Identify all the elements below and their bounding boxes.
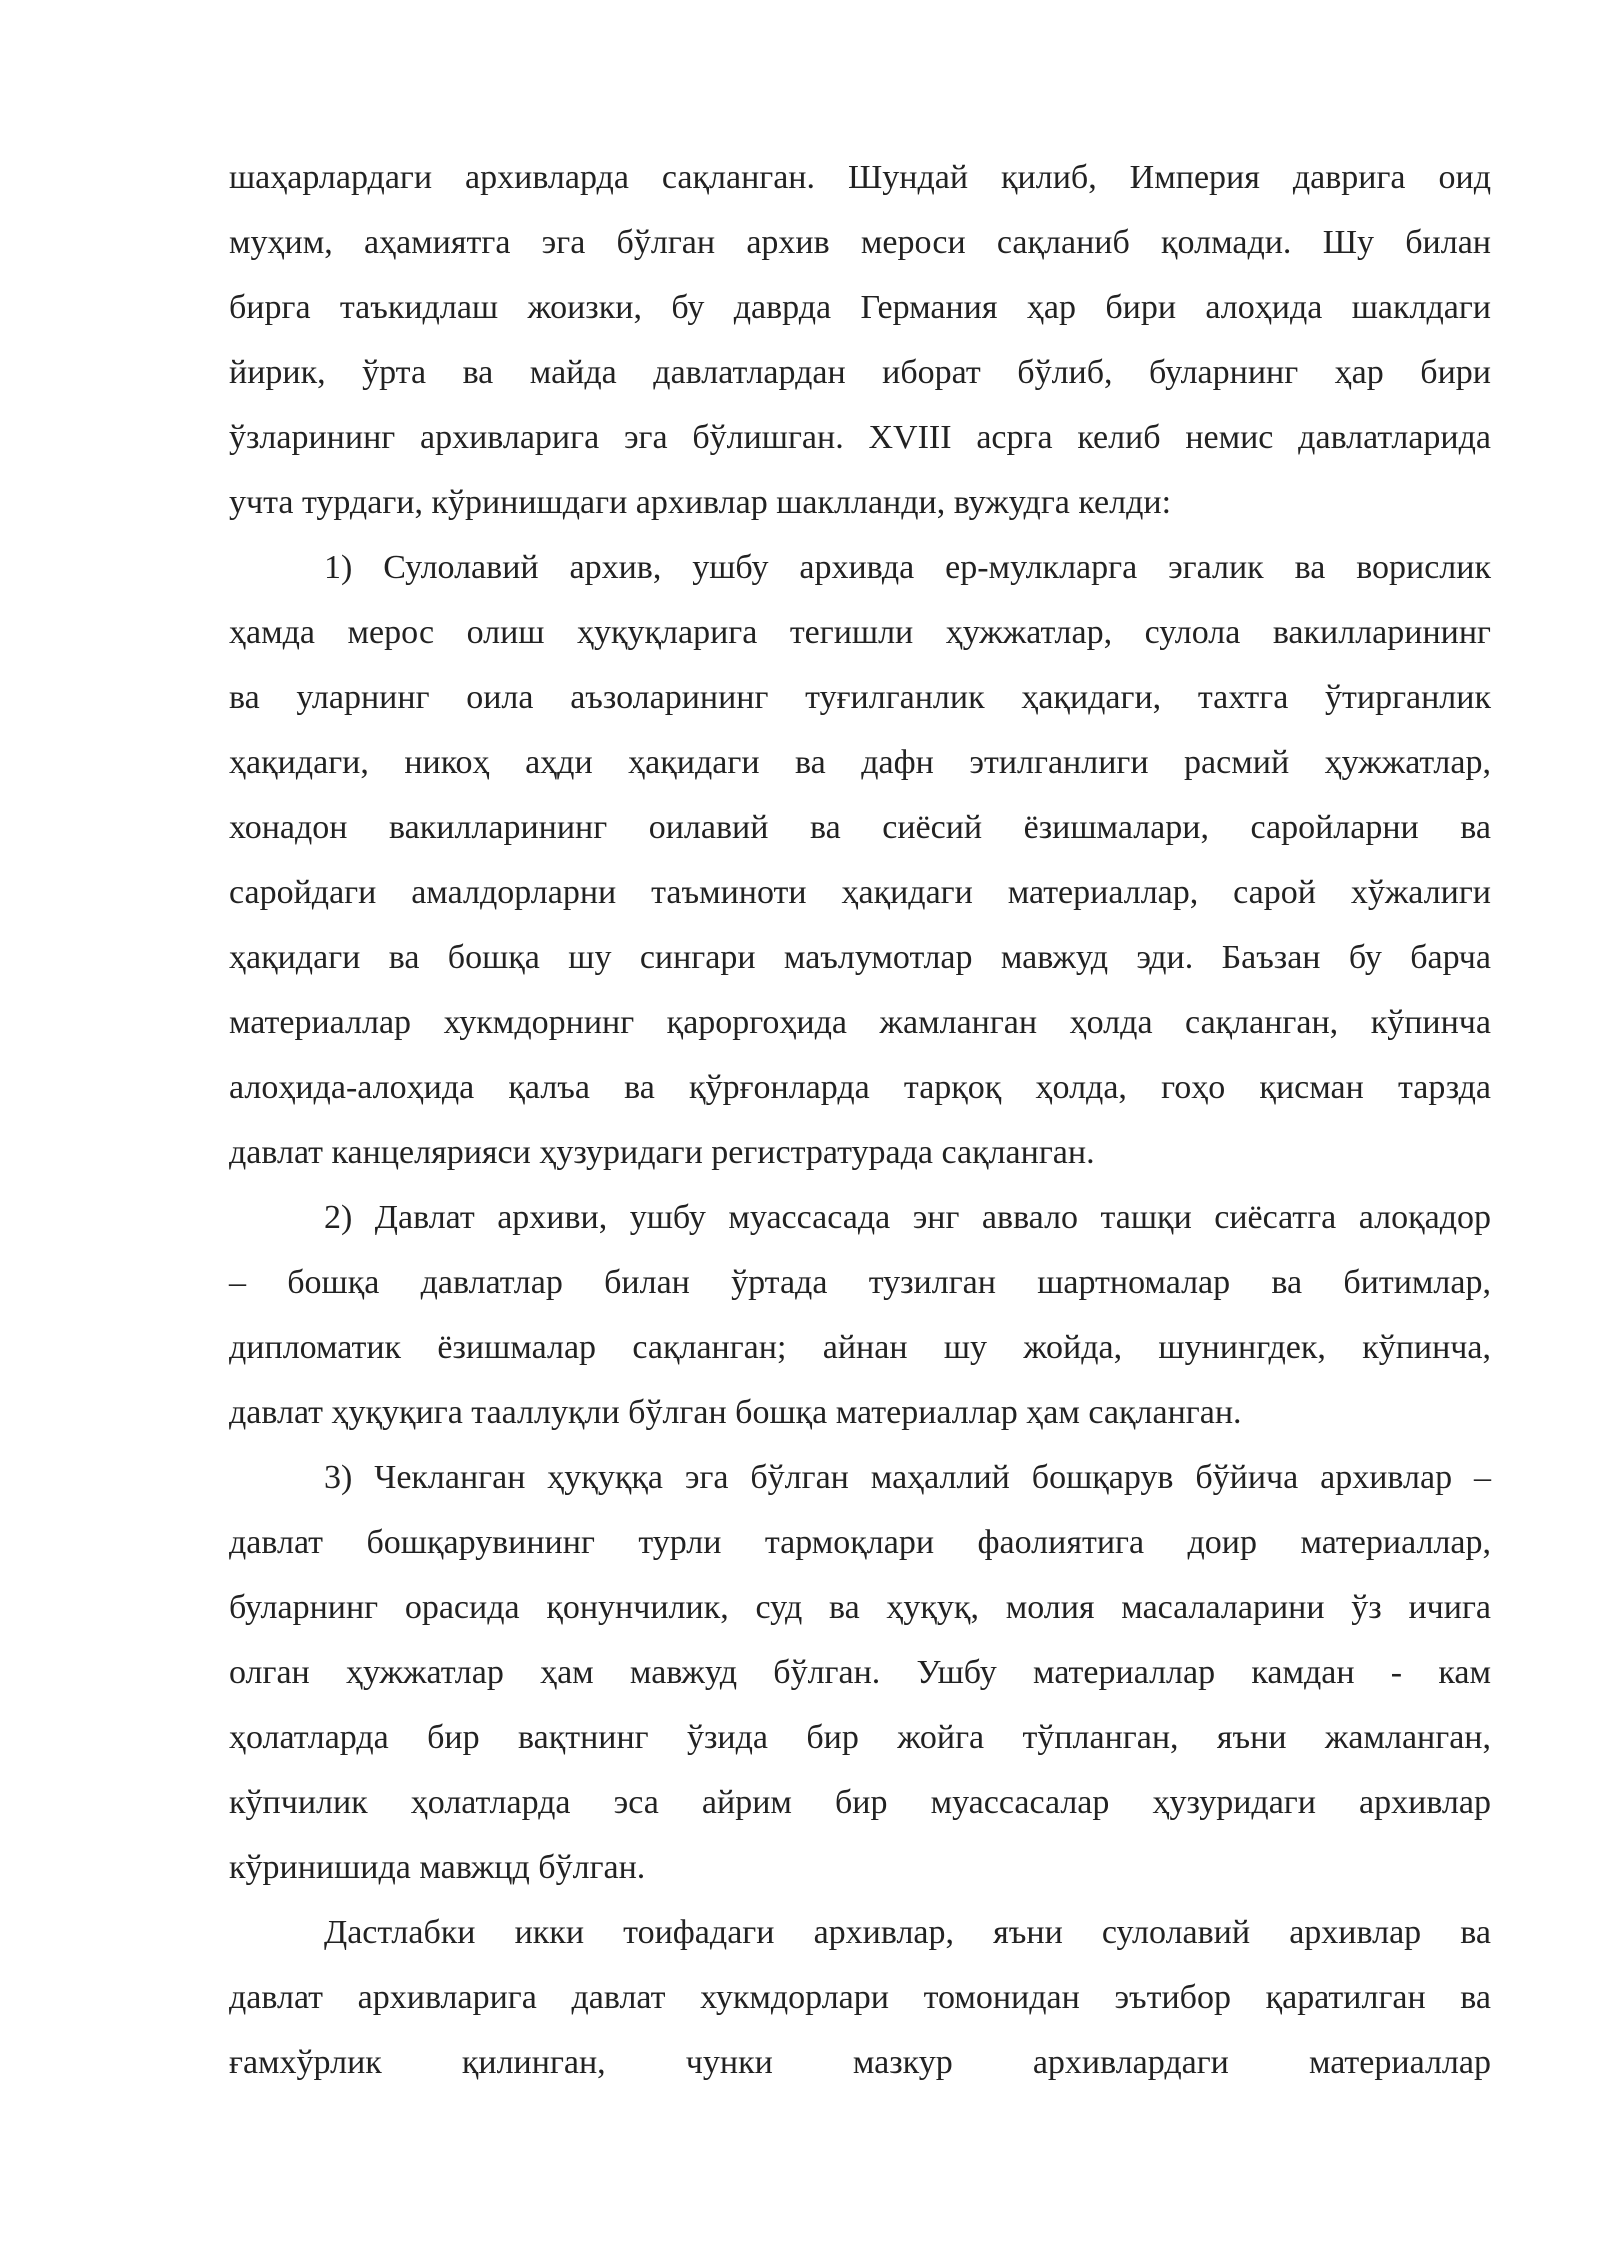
text-line: 3) Чекланган ҳуқуққа эга бўлган маҳаллий бошқарув бўйича архивлар – bbox=[324, 1459, 1491, 1496]
text-line: ҳамда мерос олиш ҳуқуқларига тегишли ҳужжатлар, сулола вакилларининг bbox=[229, 614, 1491, 651]
document-body bbox=[229, 145, 1491, 2095]
text-line: буларнинг орасида қонунчилик, суд ва ҳуқуқ, молия масалаларини ўз ичига bbox=[229, 1589, 1491, 1626]
text-line: дипломатик ёзишмалар сақланган; айнан шу жойда, шунингдек, кўпинча, bbox=[229, 1329, 1491, 1366]
text-line: давлат архивларига давлат хукмдорлари томонидан эътибор қаратилган ва bbox=[229, 1979, 1491, 2016]
text-line: учта турдаги, кўринишдаги архивлар шаклланди, вужудга келди: bbox=[229, 484, 1172, 521]
text-line: алоҳида-алоҳида қалъа ва қўрғонларда тарқоқ ҳолда, гоҳо қисман тарзда bbox=[229, 1069, 1491, 1106]
text-line: 2) Давлат архиви, ушбу муассасада энг аввало ташқи сиёсатга алоқадор bbox=[324, 1199, 1491, 1236]
text-line: бирга таъкидлаш жоизки, бу даврда Германия ҳар бири алоҳида шаклдаги bbox=[229, 289, 1491, 326]
paragraph bbox=[229, 145, 1491, 535]
text-line: давлат ҳуқуқига тааллуқли бўлган бошқа материаллар ҳам сақланган. bbox=[229, 1394, 1242, 1431]
text-line: олган ҳужжатлар ҳам мавжуд бўлган. Ушбу материаллар камдан - кам bbox=[229, 1654, 1491, 1691]
text-line: шаҳарлардаги архивларда сақланган. Шундай қилиб, Империя даврига оид bbox=[229, 159, 1491, 196]
text-line: кўринишида мавжцд бўлган. bbox=[229, 1849, 646, 1886]
text-line: давлат канцелярияси ҳузуридаги регистратурада сақланган. bbox=[229, 1134, 1095, 1171]
text-line: Дастлабки икки тоифадаги архивлар, яъни сулолавий архивлар ва bbox=[324, 1914, 1491, 1951]
text-line: материаллар хукмдорнинг қароргоҳида жамланган ҳолда сақланган, кўпинча bbox=[229, 1004, 1491, 1041]
paragraph bbox=[229, 535, 1491, 1185]
text-line: – бошқа давлатлар билан ўртада тузилган шартномалар ва битимлар, bbox=[229, 1264, 1491, 1301]
text-line: давлат бошқарувининг турли тармоқлари фаолиятига доир материаллар, bbox=[229, 1524, 1491, 1561]
text-line: 1) Сулолавий архив, ушбу архивда ер-мулкларга эгалик ва ворислик bbox=[324, 549, 1491, 586]
paragraph bbox=[229, 1445, 1491, 1900]
text-line: ғамхўрлик қилинган, чунки мазкур архивлардаги материаллар bbox=[229, 2044, 1491, 2081]
paragraph bbox=[229, 1185, 1491, 1445]
text-line: ҳолатларда бир вақтнинг ўзида бир жойга тўпланган, яъни жамланган, bbox=[229, 1719, 1491, 1756]
text-line: ҳақидаги, никоҳ аҳди ҳақидаги ва дафн этилганлиги расмий ҳужжатлар, bbox=[229, 744, 1491, 781]
text-line: кўпчилик ҳолатларда эса айрим бир муассасалар ҳузуридаги архивлар bbox=[229, 1784, 1491, 1821]
paragraph bbox=[229, 1900, 1491, 2095]
text-line: ўзларининг архивларига эга бўлишган. XVIII асрга келиб немис давлатларида bbox=[229, 419, 1491, 456]
text-line: хонадон вакилларининг оилавий ва сиёсий ёзишмалари, саройларни ва bbox=[229, 809, 1491, 846]
text-line: саройдаги амалдорларни таъминоти ҳақидаги материаллар, сарой хўжалиги bbox=[229, 874, 1491, 911]
text-line: муҳим, аҳамиятга эга бўлган архив мероси сақланиб қолмади. Шу билан bbox=[229, 224, 1491, 261]
text-line: йирик, ўрта ва майда давлатлардан иборат бўлиб, буларнинг ҳар бири bbox=[229, 354, 1491, 391]
text-line: ҳақидаги ва бошқа шу сингари маълумотлар мавжуд эди. Баъзан бу барча bbox=[229, 939, 1491, 976]
text-line: ва уларнинг оила аъзоларининг туғилганлик ҳақидаги, тахтга ўтирганлик bbox=[229, 679, 1491, 716]
